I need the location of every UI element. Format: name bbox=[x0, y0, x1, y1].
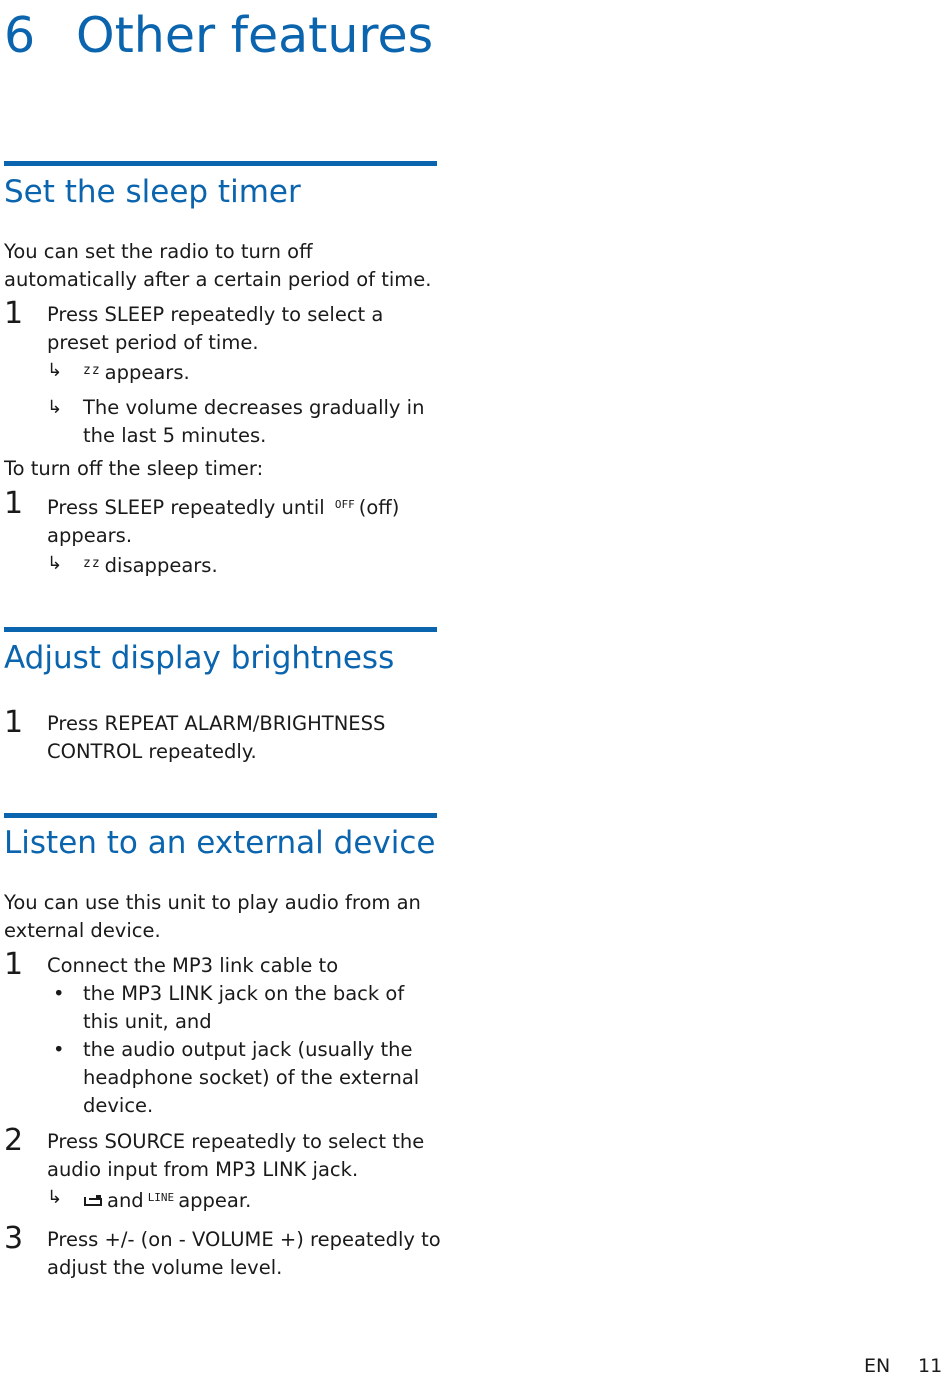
key-label: SOURCE bbox=[104, 1130, 186, 1153]
result-arrow-icon: ↳ bbox=[47, 1187, 63, 1208]
page-number: 11 bbox=[918, 1355, 943, 1377]
line-display-icon: LINE bbox=[147, 1191, 175, 1204]
step-number: 1 bbox=[4, 486, 24, 521]
key-label: SLEEP bbox=[104, 496, 165, 519]
key-label: REPEAT ALARM/BRIGHTNESS CONTROL bbox=[47, 712, 386, 763]
step-number: 1 bbox=[4, 296, 24, 331]
result-item: ↳ $^{zz}$ appears. bbox=[47, 357, 442, 387]
footer-language: EN bbox=[864, 1355, 891, 1377]
key-label: SLEEP bbox=[104, 303, 165, 326]
sleep-step-1: 1 Press SLEEP repeatedly to select a preset period of time. ↳ $^{zz}$ appears. ↳ The volume decreases gradually in the last 5 minutes. bbox=[0, 301, 445, 450]
external-step-3: 3 Press +/- (on - VOLUME +) repeatedly to adjust the volume level. bbox=[4, 1221, 441, 1279]
key-label: +/- bbox=[104, 1228, 135, 1251]
section-title-brightness: Adjust display brightness bbox=[4, 640, 395, 676]
mp3-link-icon bbox=[83, 1194, 103, 1208]
step-number: 2 bbox=[4, 1123, 24, 1158]
section-title-sleep: Set the sleep timer bbox=[4, 174, 301, 210]
section-title-external: Listen to an external device bbox=[4, 825, 436, 861]
result-arrow-icon: ↳ bbox=[47, 397, 63, 418]
sleep-intro: You can set the radio to turn off automatically after a certain period of time. bbox=[4, 240, 432, 291]
section-rule bbox=[4, 161, 437, 166]
sleep-zz-icon: zz bbox=[83, 556, 101, 571]
sleep-off-heading: To turn off the sleep timer: bbox=[4, 457, 264, 480]
list-item: • the audio output jack (usually the headphone socket) of the external device. bbox=[53, 1038, 420, 1117]
external-intro: You can use this unit to play audio from an external device. bbox=[4, 891, 421, 942]
chapter-title: Other features bbox=[76, 7, 434, 64]
step-number: 3 bbox=[4, 1221, 24, 1256]
section-rule bbox=[4, 813, 437, 818]
chapter-heading bbox=[4, 6, 433, 66]
sleep-zz-icon: zz bbox=[83, 363, 101, 378]
external-step-1: 1 Connect the MP3 link cable to • the MP3 LINK jack on the back of this unit, and • the audio output jack (usually the headphone socket) of the external device. bbox=[0, 952, 445, 1120]
off-display-icon: OFF bbox=[334, 498, 355, 511]
brightness-step-1: 1 Press REPEAT ALARM/BRIGHTNESS CONTROL repeatedly. bbox=[4, 705, 386, 763]
result-arrow-icon: ↳ bbox=[47, 360, 63, 381]
key-label: MP3 LINK bbox=[121, 982, 213, 1005]
list-item: • the MP3 LINK jack on the back of this unit, and bbox=[53, 982, 405, 1033]
bullet-icon: • bbox=[53, 982, 65, 1005]
result-item: ↳ $^{zz}$ disappears. bbox=[47, 550, 442, 580]
external-step-2: 2 Press SOURCE repeatedly to select the audio input from MP3 LINK jack. ↳ and $^{LINE}$ appear. bbox=[0, 1128, 445, 1215]
key-label: - VOLUME + bbox=[178, 1228, 297, 1251]
section-rule bbox=[4, 627, 437, 632]
key-label: MP3 LINK bbox=[215, 1158, 307, 1181]
result-arrow-icon: ↳ bbox=[47, 553, 63, 574]
step-number: 1 bbox=[4, 947, 24, 982]
sleep-off-step-1: 1 Press SLEEP repeatedly until $^{OFF}$ (off) appears. ↳ $^{zz}$ disappears. bbox=[0, 491, 445, 580]
step-number: 1 bbox=[4, 705, 24, 740]
chapter-number: 6 bbox=[4, 7, 36, 64]
result-item: ↳ and $^{LINE}$ appear. bbox=[47, 1184, 442, 1215]
bullet-icon: • bbox=[53, 1038, 65, 1061]
result-item: ↳ The volume decreases gradually in the last 5 minutes. bbox=[47, 396, 425, 447]
